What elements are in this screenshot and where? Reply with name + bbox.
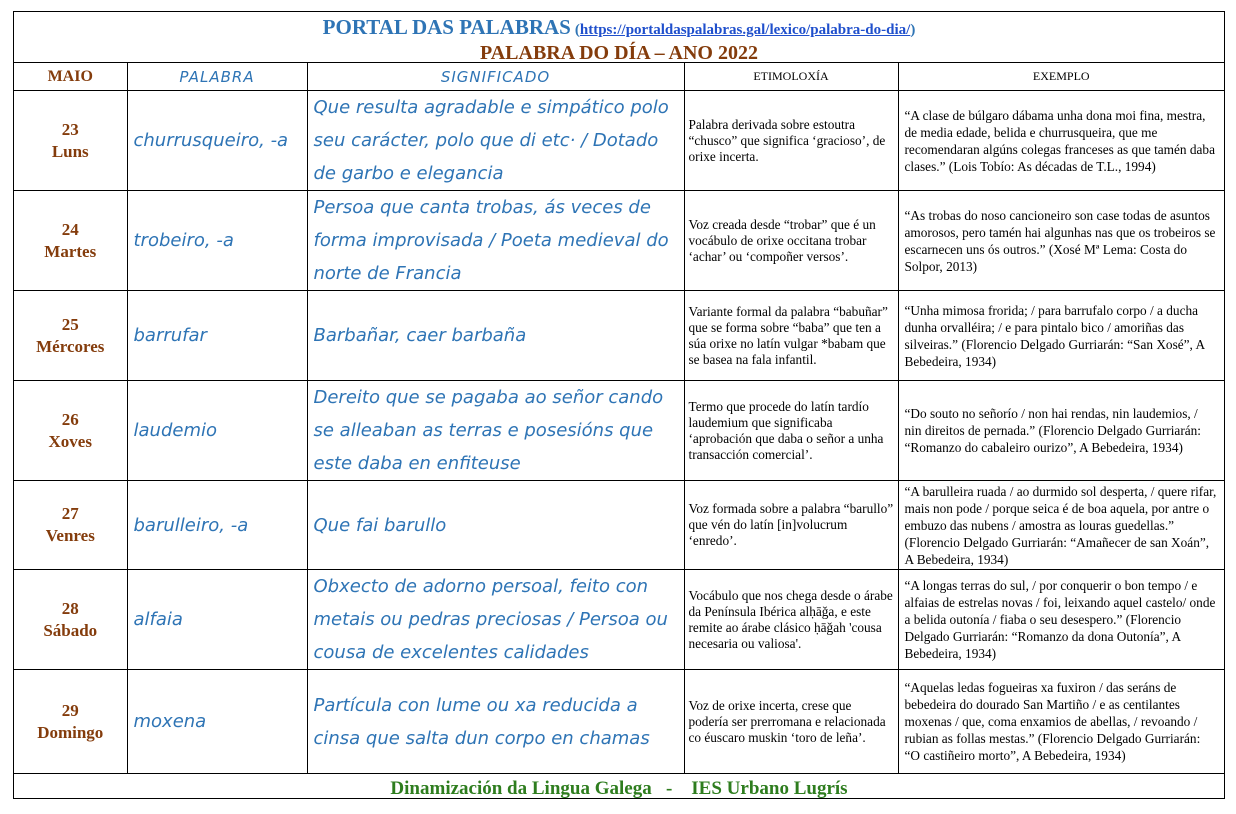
etymology-cell: Palabra derivada sobre estoutra “chusco” que significa ‘gracioso’, de orixe incerta.: [684, 91, 898, 191]
day-cell: [14, 91, 127, 191]
column-header-significado: SIGNIFICADO: [307, 63, 684, 91]
column-header-palabra: PALABRA: [127, 63, 307, 91]
word-cell: laudemio: [127, 381, 307, 481]
portal-name: PORTAL DAS PALABRAS: [322, 15, 571, 39]
word-cell: trobeiro, -a: [127, 191, 307, 291]
etymology-cell: Voz formada sobre a palabra “barullo” que vén do latín [in]volucrum ‘enredo’.: [684, 481, 898, 570]
portal-url-wrapper: (https://portaldaspalabras.gal/lexico/palabra-do-dia/): [574, 22, 916, 38]
meaning-cell: Obxecto de adorno persoal, feito con metais ou pedras preciosas / Persoa ou cousa de excelentes calidades: [307, 570, 684, 670]
day-name: Xoves: [48, 431, 92, 451]
day-name: Sábado: [43, 620, 98, 640]
etymology-cell: Variante formal da palabra “babuñar” que se forma sobre “baba” que ten a súa orixe no latín vulgar *babam que se basea na fala infantil.: [684, 291, 898, 381]
day-cell: [14, 570, 127, 670]
meaning-cell: Partícula con lume ou xa reducida a cinsa que salta dun corpo en chamas: [307, 670, 684, 774]
day-number: 26: [61, 409, 79, 429]
meaning-cell: Dereito que se pagaba ao señor cando se alleaban as terras e posesións que este daba en enfiteuse: [307, 381, 684, 481]
example-cell: “Aquelas ledas fogueiras xa fuxiron / das seráns de bebedeira do dourado San Martiño / e as centilantes moxenas / que, coma enxamios de abellas, / revoando / rubian as follas mestas.” (Florencio Delgado Gurriarán: “O castiñeiro morto”, A Bebedeira, 1934): [898, 670, 1224, 774]
table-row: [14, 191, 1224, 291]
word-cell: churrusqueiro, -a: [127, 91, 307, 191]
portal-url-link[interactable]: https://portaldaspalabras.gal/lexico/palabra-do-dia/: [579, 22, 911, 38]
portal-title-line: [14, 12, 1224, 42]
day-number: 25: [61, 314, 79, 334]
day-number: 29: [61, 700, 79, 720]
words-table: [14, 63, 1224, 803]
day-cell: [14, 191, 127, 291]
example-cell: “Unha mimosa frorida; / para barrufalo corpo / a ducha dunha orvalléira; / e para pintalo bico / amoriñas das silveiras.” (Florencio Delgado Gurriarán: “San Xosé”, A Bebedeira, 1934): [898, 291, 1224, 381]
meaning-cell: Barbañar, caer barbaña: [307, 291, 684, 381]
word-cell: alfaia: [127, 570, 307, 670]
day-cell: [14, 381, 127, 481]
day-cell: [14, 481, 127, 570]
example-cell: “A longas terras do sul, / por conquerir o bon tempo / e alfaias de estrelas novas / foi, leixando aquel castelo/ onde a belida outonía / fiaba o seu desespero.” (Florencio Delgado Gurriarán: “Romanzo da dona Outonía”, A Bebedeira, 1934): [898, 570, 1224, 670]
table-row: [14, 670, 1224, 774]
table-row: [14, 291, 1224, 381]
column-header-etimoloxia: ETIMOLOXÍA: [684, 63, 898, 91]
sheet-header: [14, 12, 1224, 63]
example-cell: “Do souto no señorío / non hai rendas, nin laudemios, / nin direitos de pernada.” (Florencio Delgado Gurriarán: “Romanzo do cabaleiro ourizo”, A Bebedeira, 1934): [898, 381, 1224, 481]
word-of-the-day-sheet: [13, 11, 1225, 799]
column-header-exemplo: EXEMPLO: [898, 63, 1224, 91]
example-cell: “A barulleira ruada / ao durmido sol desperta, / quere rifar, mais non pode / porque seica é de boa aquela, por antre o embuzo das nubens / amostra as louras guedellas.” (Florencio Delgado Gurriarán: “Amañecer de san Xoán”, A Bebedeira, 1934): [898, 481, 1224, 570]
sheet-subtitle: PALABRA DO DÍA – ANO 2022: [480, 42, 758, 64]
day-name: Venres: [45, 526, 95, 545]
day-name: Domingo: [37, 722, 104, 742]
table-row: [14, 481, 1224, 570]
day-name: Martes: [44, 241, 97, 261]
day-name: Mércores: [36, 336, 105, 356]
day-number: 24: [61, 219, 79, 239]
footer-separator: -: [665, 777, 673, 799]
word-cell: barrufar: [127, 291, 307, 381]
meaning-cell: Que fai barullo: [307, 481, 684, 570]
day-number: 27: [61, 504, 79, 523]
table-header-row: [14, 63, 1224, 91]
day-name: Luns: [51, 141, 89, 161]
word-cell: moxena: [127, 670, 307, 774]
day-number: 23: [61, 119, 79, 139]
column-header-maio: MAIO: [14, 63, 127, 91]
table-row: [14, 381, 1224, 481]
day-cell: [14, 291, 127, 381]
example-cell: “As trobas do noso cancioneiro son case todas de asuntos amorosos, pero tamén hai algunhas nas que os trobeiros se escarnecen uns ós outros.” (Xosé Mª Lema: Costa do Solpor, 2013): [898, 191, 1224, 291]
day-cell: [14, 670, 127, 774]
footer-row: [14, 774, 1224, 804]
etymology-cell: Vocábulo que nos chega desde o árabe da Península Ibérica alḥāǧa, e este remite ao árabe clásico ḥāǧah 'cousa necesaria ou valiosa'.: [684, 570, 898, 670]
word-cell: barulleiro, -a: [127, 481, 307, 570]
table-row: [14, 91, 1224, 191]
footer-cell: [14, 774, 1224, 804]
meaning-cell: Persoa que canta trobas, ás veces de forma improvisada / Poeta medieval do norte de Francia: [307, 191, 684, 291]
day-number: 28: [61, 598, 79, 618]
etymology-cell: Voz de orixe incerta, crese que podería ser prerromana e relacionada co éuscaro muskin ‘toro de leña’.: [684, 670, 898, 774]
table-row: [14, 570, 1224, 670]
footer-right: IES Urbano Lugrís: [691, 777, 848, 799]
meaning-cell: Que resulta agradable e simpático polo seu carácter, polo que di etc· / Dotado de garbo e elegancia: [307, 91, 684, 191]
footer-left: Dinamización da Lingua Galega: [390, 777, 652, 799]
example-cell: “A clase de búlgaro dábama unha dona moi fina, mestra, de media edade, belida e churrusqueira, que me recomendaran algúns colegas franceses as que tamén daba clases.” (Lois Tobío: As décadas de T.L., 1994): [898, 91, 1224, 191]
etymology-cell: Voz creada desde “trobar” que é un vocábulo de orixe occitana trobar ‘achar’ ou ‘compoñer versos’.: [684, 191, 898, 291]
etymology-cell: Termo que procede do latín tardío laudemium que significaba ‘aprobación que daba o señor a unha transacción comercial’.: [684, 381, 898, 481]
